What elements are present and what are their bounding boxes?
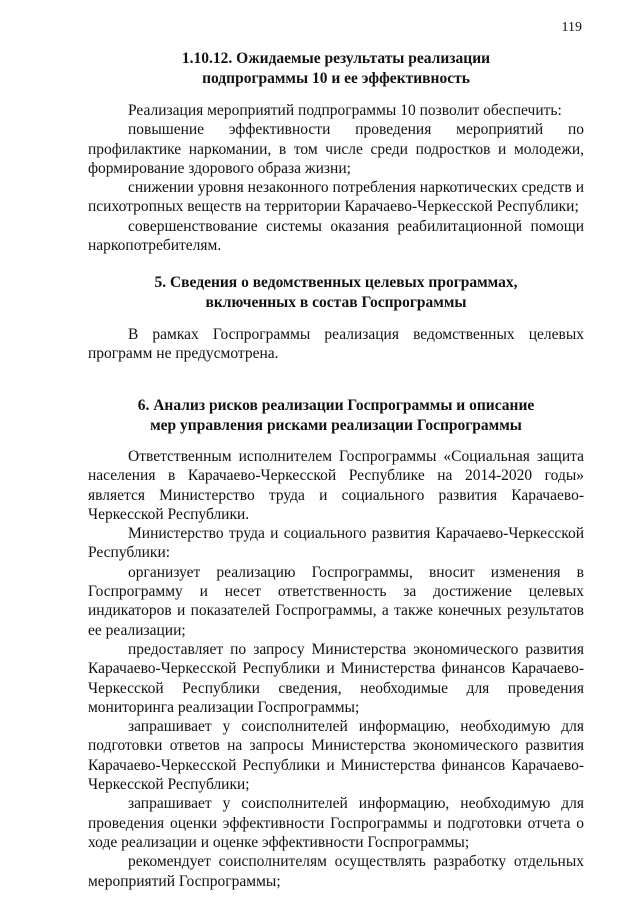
section-heading-6 xyxy=(88,396,584,436)
paragraph: повышение эффективности проведения мероприятий по профилактике наркомании, в том числе среди подростков и молодежи, формирование здорового образа жизни; xyxy=(88,121,584,177)
heading-line: 1.10.12. Ожидаемые результаты реализации xyxy=(181,50,491,67)
paragraph: Ответственным исполнителем Госпрограммы «Социальная защита населения в Карачаево-Черкесской Республике на 2014-2020 годы» является Министерство труда и социального развития Карачаево-Черкесской Республики. xyxy=(88,448,584,523)
paragraph: запрашивает у соисполнителей информацию, необходимую для проведения оценки эффективности Госпрограммы и подготовки отчета о ходе реализации и оценке эффективности Госпрограммы; xyxy=(88,795,584,851)
paragraph: совершенствование системы оказания реабилитационной помощи наркопотребителям. xyxy=(88,217,584,255)
heading-line: 5. Сведения о ведомственных целевых программах, xyxy=(154,274,518,291)
paragraph: Реализация мероприятий подпрограммы 10 позволит обеспечить: xyxy=(128,102,562,119)
section-heading-1-10-12 xyxy=(88,49,584,89)
document-page xyxy=(88,0,584,905)
paragraph: запрашивает у соисполнителей информацию, необходимую для подготовки ответов на запросы Министерства экономического развития Карачаево-Черкесской Республики и Министерства финансов Карачаево-Черкесской Республики; xyxy=(88,718,584,794)
paragraph: рекомендует соисполнителям осуществлять разработку отдельных мероприятий Госпрограммы; xyxy=(88,853,584,890)
page-number: 119 xyxy=(561,20,582,35)
paragraph: В рамках Госпрограммы реализация ведомственных целевых программ не предусмотрена. xyxy=(88,326,584,363)
section-heading-5 xyxy=(88,273,584,313)
heading-line: мер управления рисками реализации Госпрограммы xyxy=(150,417,522,434)
paragraph: Министерство труда и социального развития Карачаево-Черкесской Республики: xyxy=(88,525,584,562)
section-body-1-10-12 xyxy=(88,101,584,255)
paragraph: предоставляет по запросу Министерства экономического развития Карачаево-Черкесской Республики и Министерства финансов Карачаево-Черкесской Республики сведения, необходимые для проведения мониторинга реализации Госпрограммы; xyxy=(88,640,584,716)
heading-line: подпрограммы 10 и ее эффективность xyxy=(202,70,470,87)
section-body-5 xyxy=(88,325,584,364)
heading-line: включенных в состав Госпрограммы xyxy=(205,294,467,311)
heading-line: 6. Анализ рисков реализации Госпрограммы и описание xyxy=(137,397,535,414)
paragraph: организует реализацию Госпрограммы, вносит изменения в Госпрограмму и несет ответственность за достижение целевых индикаторов и показателей Госпрограммы, а также конечных результатов ее реализации; xyxy=(88,563,584,639)
paragraph: снижении уровня незаконного потребления наркотических средств и психотропных веществ на территории Карачаево-Черкесской Республики; xyxy=(88,179,584,216)
section-body-6 xyxy=(88,447,584,891)
